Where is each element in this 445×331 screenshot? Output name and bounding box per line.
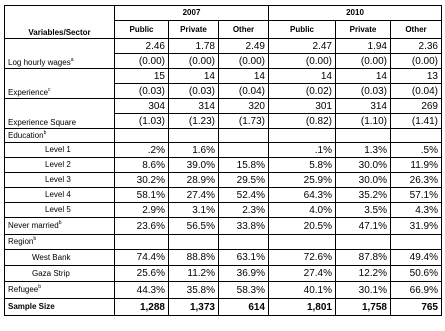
value-cell: 11.9% [391, 158, 442, 173]
value-cell: 57.1% [391, 188, 442, 203]
value-cell: 269 [391, 99, 442, 114]
standard-error-cell: (0.00) [115, 54, 169, 69]
section-header-row [5, 129, 442, 143]
row-label-text: Never married [8, 221, 59, 230]
row-label-text: Education [8, 130, 44, 140]
row-label: Level 5 [5, 203, 115, 218]
sample-size-row [5, 299, 442, 316]
footnote-marker: b [58, 220, 62, 226]
year-header: 2007 [115, 6, 269, 21]
value-cell: 39.0% [169, 158, 219, 173]
value-cell: .2% [115, 143, 169, 158]
value-cell: 2.47 [269, 39, 336, 54]
value-cell: 14 [269, 69, 336, 84]
row-label-text: Log hourly wages [8, 58, 71, 67]
value-cell: 63.1% [219, 250, 269, 266]
value-cell: 8.6% [115, 158, 169, 173]
value-cell: 1.6% [169, 143, 219, 158]
value-cell: 25.6% [115, 266, 169, 282]
table-row [5, 250, 442, 266]
value-cell: 35.8% [169, 282, 219, 299]
empty-cell [391, 129, 442, 143]
sample-size-cell: 1,288 [115, 299, 169, 316]
descriptive-statistics-table [4, 5, 442, 316]
value-cell: 50.6% [391, 266, 442, 282]
value-cell: 314 [336, 99, 391, 114]
value-cell: 13 [391, 69, 442, 84]
row-label: Level 1 [5, 143, 115, 158]
sector-header: Other [391, 21, 442, 39]
value-cell: 28.9% [169, 173, 219, 188]
standard-error-cell: (0.03) [336, 84, 391, 99]
value-cell: .5% [391, 143, 442, 158]
footnote-marker: b [38, 284, 42, 290]
value-cell: .1% [269, 143, 336, 158]
value-cell: 27.4% [269, 266, 336, 282]
value-cell: 36.9% [219, 266, 269, 282]
value-cell: 29.5% [219, 173, 269, 188]
value-cell: 47.1% [336, 218, 391, 235]
table-row [5, 282, 442, 299]
value-cell: 5.8% [269, 158, 336, 173]
sample-size-cell: 1,373 [169, 299, 219, 316]
value-cell: 320 [219, 99, 269, 114]
section-header-row [5, 235, 442, 250]
standard-error-cell: (0.03) [115, 84, 169, 99]
empty-cell [336, 129, 391, 143]
table-row [5, 69, 442, 84]
row-label [5, 99, 115, 129]
value-cell: 31.9% [391, 218, 442, 235]
value-cell: 87.8% [336, 250, 391, 266]
standard-error-cell: (0.00) [391, 54, 442, 69]
value-cell: 64.3% [269, 188, 336, 203]
value-cell: 30.0% [336, 158, 391, 173]
sector-header: Private [336, 21, 391, 39]
row-label-text: Experience [8, 88, 49, 97]
value-cell: 2.36 [391, 39, 442, 54]
empty-cell [269, 129, 336, 143]
standard-error-cell: (0.03) [169, 84, 219, 99]
value-cell: 14 [336, 69, 391, 84]
footnote-marker: b [33, 236, 37, 242]
value-cell: 1.94 [336, 39, 391, 54]
value-cell: 30.1% [336, 282, 391, 299]
table-row [5, 266, 442, 282]
value-cell: 23.6% [115, 218, 169, 235]
value-cell: 72.6% [269, 250, 336, 266]
row-label-text: Refugee [8, 285, 39, 294]
row-label [5, 129, 115, 143]
sample-size-cell: 614 [219, 299, 269, 316]
row-label-text: Region [8, 237, 34, 246]
row-label: Level 4 [5, 188, 115, 203]
table-row [5, 39, 442, 54]
value-cell: 3.5% [336, 203, 391, 218]
table-row [5, 143, 442, 158]
standard-error-cell: (0.00) [269, 54, 336, 69]
standard-error-cell: (0.82) [269, 114, 336, 129]
row-label [5, 39, 115, 69]
value-cell [219, 143, 269, 158]
sector-header: Other [219, 21, 269, 39]
value-cell: 301 [269, 99, 336, 114]
value-cell: 20.5% [269, 218, 336, 235]
value-cell: 14 [219, 69, 269, 84]
table-row [5, 99, 442, 114]
row-label: Level 2 [5, 158, 115, 173]
value-cell: 25.9% [269, 173, 336, 188]
value-cell: 14 [169, 69, 219, 84]
standard-error-cell: (0.04) [219, 84, 269, 99]
row-label: West Bank [5, 250, 115, 266]
empty-cell [219, 235, 269, 250]
footnote-marker: a [70, 57, 74, 63]
table-row [5, 173, 442, 188]
sample-size-cell: 1,801 [269, 299, 336, 316]
table-row [5, 158, 442, 173]
value-cell: 15 [115, 69, 169, 84]
value-cell: 2.9% [115, 203, 169, 218]
standard-error-cell: (1.10) [336, 114, 391, 129]
table-row [5, 203, 442, 218]
empty-cell [391, 235, 442, 250]
row-label-text: Experience Square [8, 118, 77, 127]
value-cell: 1.3% [336, 143, 391, 158]
empty-cell [336, 235, 391, 250]
footnote-marker: c [48, 87, 51, 93]
table-row [5, 188, 442, 203]
value-cell: 314 [169, 99, 219, 114]
value-cell: 15.8% [219, 158, 269, 173]
year-header: 2010 [269, 6, 442, 21]
empty-cell [219, 129, 269, 143]
empty-cell [115, 129, 169, 143]
sample-size-cell: 765 [391, 299, 442, 316]
value-cell: 11.2% [169, 266, 219, 282]
value-cell: 49.4% [391, 250, 442, 266]
standard-error-cell: (1.03) [115, 114, 169, 129]
value-cell: 27.4% [169, 188, 219, 203]
value-cell: 2.49 [219, 39, 269, 54]
footnote-marker: b [43, 129, 47, 136]
empty-cell [269, 235, 336, 250]
value-cell: 1.78 [169, 39, 219, 54]
value-cell: 88.8% [169, 250, 219, 266]
value-cell: 44.3% [115, 282, 169, 299]
value-cell: 30.2% [115, 173, 169, 188]
value-cell: 33.8% [219, 218, 269, 235]
value-cell: 74.4% [115, 250, 169, 266]
sample-size-cell: 1,758 [336, 299, 391, 316]
variables-header: Variables/Sector [5, 6, 115, 39]
row-label: Level 3 [5, 173, 115, 188]
standard-error-cell: (0.00) [169, 54, 219, 69]
sector-header: Public [269, 21, 336, 39]
row-label: Sample Size [5, 299, 115, 316]
value-cell: 3.1% [169, 203, 219, 218]
row-label [5, 282, 115, 299]
sector-header: Private [169, 21, 219, 39]
standard-error-cell: (0.02) [269, 84, 336, 99]
row-label: Gaza Strip [5, 266, 115, 282]
standard-error-cell: (1.41) [391, 114, 442, 129]
empty-cell [115, 235, 169, 250]
value-cell: 40.1% [269, 282, 336, 299]
year-header-row [5, 6, 442, 21]
row-label [5, 69, 115, 99]
row-label [5, 218, 115, 235]
value-cell: 4.3% [391, 203, 442, 218]
value-cell: 2.46 [115, 39, 169, 54]
value-cell: 12.2% [336, 266, 391, 282]
standard-error-cell: (1.73) [219, 114, 269, 129]
value-cell: 2.3% [219, 203, 269, 218]
value-cell: 56.5% [169, 218, 219, 235]
value-cell: 58.3% [219, 282, 269, 299]
value-cell: 30.0% [336, 173, 391, 188]
value-cell: 58.1% [115, 188, 169, 203]
value-cell: 35.2% [336, 188, 391, 203]
empty-cell [169, 235, 219, 250]
value-cell: 304 [115, 99, 169, 114]
sector-header: Public [115, 21, 169, 39]
standard-error-cell: (0.00) [336, 54, 391, 69]
value-cell: 52.4% [219, 188, 269, 203]
value-cell: 66.9% [391, 282, 442, 299]
value-cell: 26.3% [391, 173, 442, 188]
standard-error-cell: (1.23) [169, 114, 219, 129]
standard-error-cell: (0.00) [219, 54, 269, 69]
row-label [5, 235, 115, 250]
standard-error-cell: (0.04) [391, 84, 442, 99]
empty-cell [169, 129, 219, 143]
table-row [5, 218, 442, 235]
value-cell: 4.0% [269, 203, 336, 218]
